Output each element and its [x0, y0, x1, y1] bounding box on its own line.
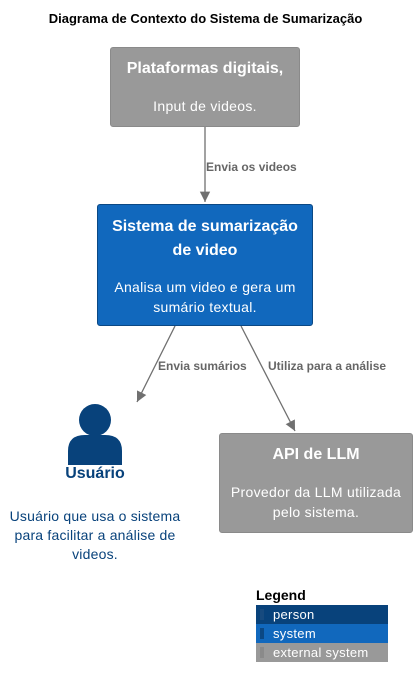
- node-plataformas-name: Plataformas digitais,: [126, 60, 284, 77]
- diagram-title: Diagrama de Contexto do Sistema de Sumarização: [48, 11, 363, 26]
- legend-title: Legend: [256, 587, 306, 603]
- node-plataformas-desc: Input de videos.: [153, 98, 257, 114]
- legend-swatch-external: [260, 647, 264, 658]
- legend-item-external: [256, 643, 388, 662]
- legend-item-person: [256, 605, 388, 624]
- node-usuario-name: Usuário: [65, 465, 125, 482]
- node-usuario-desc-1: Usuário que usa o sistema: [9, 508, 181, 524]
- node-api-desc-2: pelo sistema.: [272, 504, 360, 520]
- node-sistema-desc-1: Analisa um video e gera um: [114, 279, 296, 295]
- node-sistema-desc-2: sumário textual.: [153, 299, 257, 315]
- legend-label-external: external system: [273, 645, 369, 660]
- legend-swatch-person: [260, 609, 264, 620]
- node-usuario-description: [0, 507, 190, 564]
- node-api-desc-1: Provedor da LLM utilizada: [230, 484, 402, 500]
- node-api-name: API de LLM: [272, 446, 360, 463]
- legend-item-system: [256, 624, 388, 643]
- edge-label-envia-sumarios: Envia sumários: [158, 359, 247, 373]
- node-sistema-sumarizacao: [97, 204, 313, 326]
- node-usuario-desc-2: para facilitar a análise de: [14, 527, 176, 543]
- legend-label-system: system: [273, 626, 316, 641]
- node-usuario-desc-3: videos.: [72, 546, 118, 562]
- legend-swatch-system: [260, 628, 264, 639]
- legend-label-person: person: [273, 607, 315, 622]
- person-icon: [65, 403, 125, 465]
- edge-label-envia-videos: Envia os videos: [206, 160, 297, 174]
- edge-utiliza: [241, 326, 295, 431]
- node-plataformas-digitais: [110, 47, 300, 127]
- node-api-llm: [219, 433, 413, 533]
- node-sistema-name-2: de video: [172, 242, 238, 259]
- node-sistema-name-1: Sistema de sumarização: [112, 218, 298, 235]
- edge-label-utiliza: Utiliza para a análise: [268, 359, 387, 373]
